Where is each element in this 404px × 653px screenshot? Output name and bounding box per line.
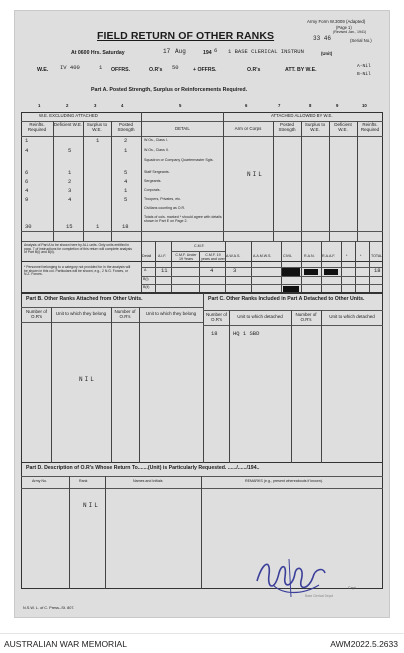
an-star2: * <box>360 254 362 258</box>
head-surplus: Surplus to W.E. <box>86 122 108 132</box>
col-num-4: 4 <box>121 103 124 108</box>
r4-c1: 6 <box>25 169 29 176</box>
pb-head-unit1: Unit to which they belong <box>55 311 107 316</box>
detail-woi: W.Os., Class I. <box>144 138 168 142</box>
an-a-aif: 11 <box>161 267 168 274</box>
ors2-label: O.R's <box>247 67 261 73</box>
month-value: Aug <box>175 48 186 55</box>
r2-c2: 5 <box>68 147 72 154</box>
pb-head-unit2: Unit to which they belong <box>145 311 197 316</box>
blocked-cell <box>304 269 318 275</box>
detail-qms: Squadron or Company Quartermaster Sgts. <box>144 158 214 162</box>
unit-value: 1 BASE CLERICAL INSTRUN <box>228 48 304 55</box>
time-day-label: At 0600 Hrs. Saturday <box>71 50 125 56</box>
pb-head-num1: Number of O.R's <box>25 309 47 319</box>
part-c-num: 18 <box>211 330 218 337</box>
form-ref-line2: (Page 1) <box>336 25 352 30</box>
col-num-7: 7 <box>278 103 281 108</box>
an-star1: * <box>346 254 348 258</box>
head-deficient: Deficient W.E. <box>53 122 83 127</box>
head-deficient-right: Deficient W.E. <box>334 122 352 132</box>
an-a-awas: 3 <box>233 267 237 274</box>
analysis-table <box>21 241 383 293</box>
r6-c1: 4 <box>25 187 29 194</box>
analysis-note: Analysis of Part A to be shown here by ALL units. Only units entitled in para. 7 of instructions for completion of this return will complete analysis of Part B(i) and B(ii). <box>24 243 132 255</box>
r1-c4: 2 <box>124 137 128 144</box>
total-c4: 18 <box>122 223 129 230</box>
head-reinfts: Reinfts. Required <box>27 122 47 132</box>
r1-c1: 1 <box>25 137 29 144</box>
r4-c4: 5 <box>124 169 128 176</box>
r6-c4: 1 <box>124 187 128 194</box>
an-raaf: R.A.A.F. <box>322 254 336 258</box>
pb-head-num2: Number of O.R's <box>114 309 136 319</box>
head-surplus-right: Surplus to W.E. <box>304 122 326 132</box>
an-aamws: A.A.M.W.S. <box>253 254 272 258</box>
part-b-nil: NIL <box>79 376 96 383</box>
col-num-5: 5 <box>179 103 182 108</box>
pc-head-num1: Number of O.R's <box>205 312 227 322</box>
part-b-title: Part B. Other Ranks Attached from Other Units. <box>26 296 143 302</box>
an-row-bii: B(ii) <box>143 285 150 289</box>
form-sheet <box>14 10 390 618</box>
signature-unit: Base Clerical Depot <box>305 594 334 598</box>
serial-label: (Serial No.) <box>350 38 372 43</box>
pd-head-names: Names and Initials <box>133 479 163 483</box>
form-ref-line3: (Revised Jan., 1941) <box>333 30 367 34</box>
col-num-10: 10 <box>362 103 367 108</box>
an-detail: Detail <box>142 254 152 258</box>
offrs2-label: + OFFRS. <box>193 67 217 73</box>
a-nil: A-Nil <box>357 64 371 69</box>
detail-sgt: Sergeants. <box>144 179 162 183</box>
col-num-2: 2 <box>66 103 69 108</box>
col-num-8: 8 <box>309 103 312 108</box>
r7-c4: 5 <box>124 196 128 203</box>
b-nil: B-Nil <box>357 72 371 77</box>
pd-head-remarks: REMARKS (e.g., present whereabouts if known). <box>245 479 323 483</box>
an-u19: C.M.F. Under 19 Years <box>175 253 197 261</box>
pd-head-armyno: Army No. <box>32 479 47 483</box>
head-posted-right: Posted Strength <box>278 122 296 132</box>
total-c1: 30 <box>25 223 32 230</box>
r5-c4: 4 <box>124 178 128 185</box>
detail-woii: W.Os., Class II. <box>144 148 169 152</box>
r1-c3: 1 <box>96 137 100 144</box>
signature-rank: Capt. <box>348 586 357 590</box>
r5-c2: 2 <box>68 178 72 185</box>
offrs-count: 1 <box>99 64 103 71</box>
detail-cpl: Corporals. <box>144 188 161 192</box>
an-awas: A.W.A.S. <box>226 254 241 258</box>
total-c2: 15 <box>66 223 73 230</box>
archive-footer <box>0 633 404 653</box>
pd-head-rank: Rank <box>79 479 88 483</box>
part-d-nil: NIL <box>83 502 100 509</box>
detail-ssgt: Staff Sergeants. <box>144 170 170 174</box>
form-title: FIELD RETURN OF OTHER RANKS <box>97 30 275 42</box>
part-c-title: Part C. Other Ranks Included in Part A Detached to Other Units. <box>208 296 365 302</box>
detail-civ: Civilians counting as O.R. <box>144 206 186 210</box>
att-label: ATT. BY W.E. <box>285 67 317 73</box>
day-value: 17 <box>163 48 171 55</box>
r7-c2: 4 <box>68 196 72 203</box>
head-posted: Posted Strength <box>117 122 135 132</box>
detail-header: DETAIL <box>175 126 190 131</box>
attached-nil: NIL <box>247 171 264 178</box>
r5-c1: 6 <box>25 178 29 185</box>
an-cmf: C.M.F. <box>194 244 205 248</box>
year-label: 194 <box>203 50 212 56</box>
head-arm-corps: Arm or Corps <box>234 126 262 131</box>
ors-label: O.R's <box>149 67 163 73</box>
pc-head-unit1: Unit to which detached <box>237 314 283 319</box>
serial-value: 33 46 <box>313 35 332 42</box>
unit-label: (Unit) <box>321 51 333 56</box>
r4-c2: 1 <box>68 169 72 176</box>
r7-c1: 9 <box>25 196 29 203</box>
an-a-o19: 4 <box>210 267 214 274</box>
blocked-cell <box>282 268 300 276</box>
pc-head-num2: Number of O.R's <box>295 312 317 322</box>
year-value: 6 <box>214 47 218 54</box>
an-total: TOTAL <box>371 254 383 258</box>
footer-source: AUSTRALIAN WAR MEMORIAL <box>4 639 127 649</box>
an-row-bi: B(i) <box>143 277 149 281</box>
blocked-cell <box>283 286 299 292</box>
detail-pte: Troopers, Privates, etc. <box>144 197 182 201</box>
col-num-1: 1 <box>38 103 41 108</box>
col-num-9: 9 <box>336 103 339 108</box>
we-excluding-header: W.E. EXCLUDING ATTACHED <box>39 113 98 118</box>
an-civil: CIVIL <box>283 254 292 258</box>
head-reinfts-right: Reinfts. Required <box>360 122 380 132</box>
attached-allowed-header: ATTACHED ALLOWED BY W.E. <box>271 113 333 118</box>
an-o19: C.M.F. 19 years and over <box>201 253 225 261</box>
we-label: W.E. <box>37 67 49 73</box>
blocked-cell <box>324 269 338 275</box>
footer-accession: AWM2022.5.2633 <box>330 639 398 649</box>
an-row-a: A <box>144 268 147 272</box>
offrs-label: OFFRS. <box>111 67 131 73</box>
r2-c1: 4 <box>25 147 29 154</box>
ors-count: 50 <box>172 64 179 71</box>
detail-totals: Totals of cols. marked * should agree with details shown in Part E on Page 2. <box>144 215 222 223</box>
col-num-6: 6 <box>245 103 248 108</box>
we-value: IV 400 <box>60 64 80 71</box>
an-a-total: 18 <box>374 267 381 274</box>
an-aif: A.I.F. <box>158 254 167 258</box>
analysis-note2: * Personnel belonging to a category not provided for in the analysis will be shown in this col. Particulars will be shown, e.g., 2 N.G. Forces, or N.Z. Forces. <box>24 265 131 277</box>
r6-c2: 3 <box>68 187 72 194</box>
part-c-unit: HQ 1 SBD <box>233 330 260 337</box>
an-ran: R.A.N. <box>304 254 315 258</box>
pc-head-unit2: Unit to which detached <box>329 314 375 319</box>
part-d-title: Part D. Description of O.R's Whose Return To.......(Unit) is Particularly Requested. ....../....../194.. <box>26 465 260 471</box>
r2-c4: 1 <box>124 147 128 154</box>
total-c3: 1 <box>96 223 100 230</box>
part-a-title: Part A. Posted Strength, Surplus or Reinforcements Required. <box>91 87 248 93</box>
col-num-3: 3 <box>94 103 97 108</box>
printer-imprint: N.S.W. L. of C. Press--St. 807. <box>23 606 75 610</box>
form-ref-line1: Army Form W.3009 (Adapted) <box>307 19 366 24</box>
